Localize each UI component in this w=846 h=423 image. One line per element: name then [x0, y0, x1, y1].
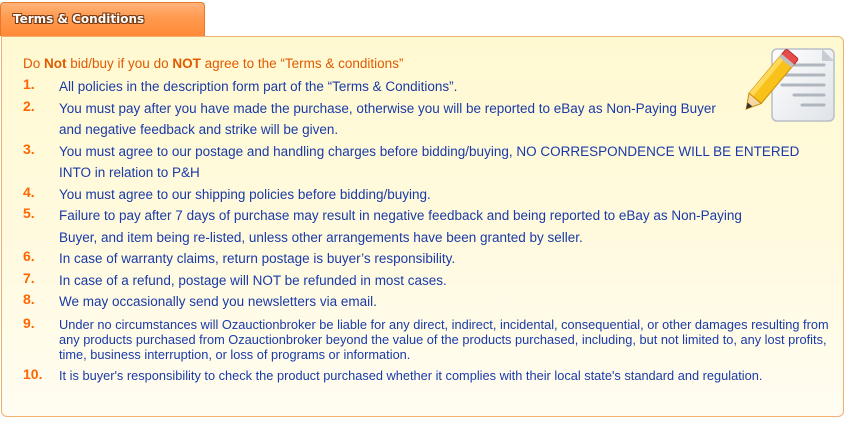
item-text: You must pay after you have made the purchase, otherwise you will be reported to eBay as Non-Paying Buyer and negative feedback and strike will be given.: [59, 100, 716, 137]
item-number: 4.: [23, 183, 35, 200]
tab-title: Terms & Conditions: [13, 12, 145, 26]
item-text: In case of warranty claims, return postage is buyer’s responsibility.: [59, 251, 456, 266]
item-number: 3.: [23, 140, 35, 157]
list-item: [0, 98, 846, 141]
list-item: [0, 141, 846, 184]
intro-warning: Do Not bid/buy if you do NOT agree to the “Terms & conditions”: [23, 56, 404, 71]
item-text: It is buyer's responsibility to check the product purchased whether it complies with their local state's standard and regulation.: [59, 367, 763, 383]
item-text: You must agree to our shipping policies before bidding/buying.: [59, 186, 431, 202]
item-number: 1.: [23, 76, 35, 92]
list-item: [0, 76, 846, 98]
list-item: [0, 184, 846, 206]
list-item: [0, 248, 846, 270]
item-text: Under no circumstances will Ozauctionbroker be liable for any direct, indirect, incidental, consequential, or other damages resulting from any products purchased from Ozauctionbroker beyond the value of the products purchased, including, but not limited to, any lost profits, time, business interruption, or loss of programs or information.: [59, 316, 829, 362]
terms-list: [0, 76, 846, 383]
item-text: You must agree to our postage and handling charges before bidding/buying, NO CORRESPONDENCE WILL BE ENTERED INTO in relation to P&H: [59, 143, 800, 180]
item-text: We may occasionally send you newsletters via email.: [59, 294, 377, 309]
list-item: [0, 365, 846, 383]
item-number: 5.: [23, 205, 35, 221]
list-item: [0, 270, 846, 292]
list-item: [0, 205, 846, 248]
item-number: 2.: [23, 97, 35, 114]
item-text: In case of a refund, postage will NOT be refunded in most cases.: [59, 272, 447, 288]
item-number: 8.: [23, 291, 35, 307]
list-item: [0, 291, 846, 313]
list-item: [0, 314, 846, 362]
item-text: Failure to pay after 7 days of purchase may result in negative feedback and being reported to eBay as Non-Paying Buyer, and item being re-listed, unless other arrangements have been granted by seller.: [59, 208, 742, 245]
item-text: All policies in the description form part of the “Terms & Conditions”.: [59, 79, 458, 94]
item-number: 6.: [23, 248, 35, 264]
item-number: 10.: [23, 365, 43, 382]
item-number: 9.: [23, 314, 35, 331]
terms-tab: [0, 2, 205, 36]
item-number: 7.: [23, 269, 35, 286]
